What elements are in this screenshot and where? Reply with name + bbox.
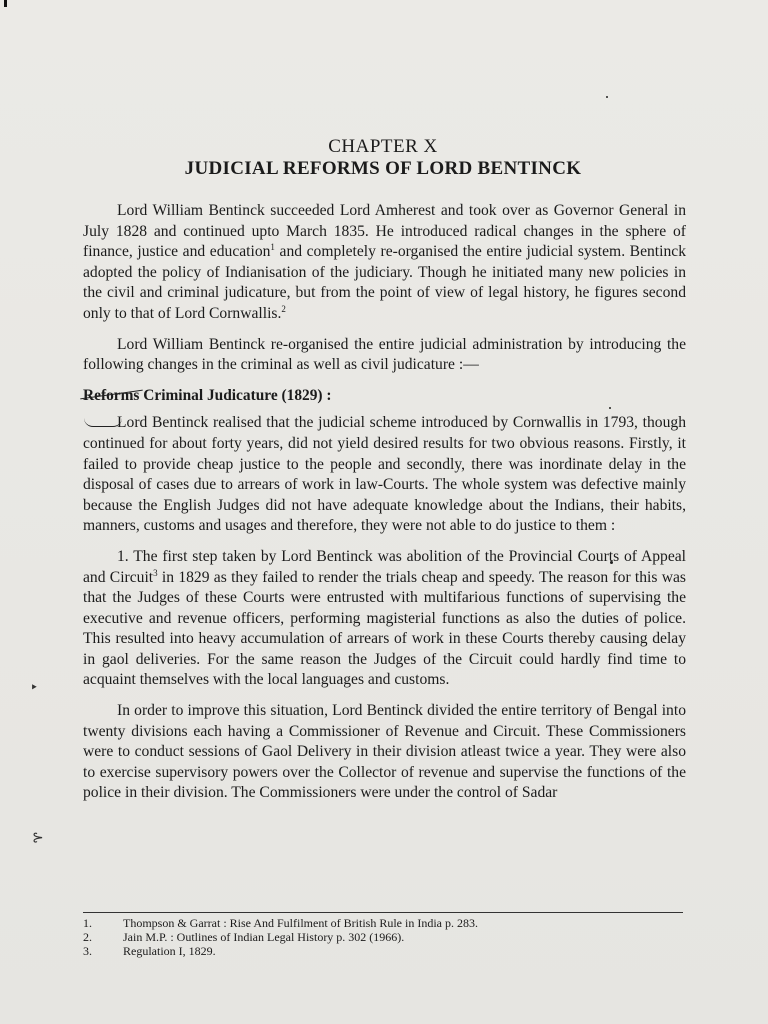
- paragraph-first-step: 1. The first step taken by Lord Bentinck was abolition of the Provincial Courts of Appeal and Circuit$^3$ in 1829 as they failed to render the trials cheap and speedy. The reason for this was that the Judges of these Courts were entrusted with multifarious functions of supervising the executive and revenue officers, performing magisterial functions as also the duties of police. This resulted into heavy accumulation of arrears of work in these Courts thereby causing delay in gaol deliveries. For the same reason the Judges of the Circuit could hardly find time to acquaint themselves with the local languages and customs.: [83, 547, 686, 689]
- footnote: 3. Regulation I, 1829.: [83, 944, 216, 958]
- footnote-ref: 1: [270, 242, 275, 252]
- footnote: 1. Thompson & Garrat : Rise And Fulfilment of British Rule in India p. 283.: [83, 916, 478, 930]
- chapter-number: CHAPTER X: [328, 136, 438, 157]
- handwritten-underline: [84, 418, 122, 427]
- footnote: 2. Jain M.P. : Outlines of Indian Legal History p. 302 (1966).: [83, 930, 405, 944]
- margin-mark: ‣: [30, 681, 39, 696]
- body-text: [83, 201, 686, 814]
- footnote-rule: [83, 912, 683, 913]
- footnotes: [83, 916, 686, 958]
- paragraph-overview: Lord William Bentinck re-organised the entire judicial administration by introducing the following changes in the criminal as well as civil judicature :—: [83, 335, 686, 374]
- paragraph-criminal: Lord Bentinck realised that the judicial scheme introduced by Cornwallis in 1793, though continued for about forty years, did not yield desired results for two obvious reasons. Firstly, it failed to provide cheap justice to the people and secondly, there was inordinate delay in the disposal of cases due to arrears of work in law-Courts. The whole system was defective mainly because the English Judges did not have adequate knowledge about the Indians, their habits, manners, customs and usages and therefore, they were not able to do justice to them :: [83, 414, 686, 535]
- scan-corner-mark: [4, 0, 7, 7]
- footnote-ref: 2: [281, 303, 286, 314]
- scan-speck: [606, 96, 608, 98]
- chapter-title: JUDICIAL REFORMS OF LORD BENTINCK: [184, 158, 582, 179]
- margin-mark: ⊱: [32, 831, 44, 846]
- footnote-ref: 3: [153, 567, 158, 578]
- section-heading-rest: Criminal Judicature (1829) :: [139, 386, 332, 404]
- paragraph-intro: Lord William Bentinck succeeded Lord Amherest and took over as Governor General in July 1828 and continued upto March 1835. He introduced radical changes in the sphere of finance, justice and education$^1$ and completely re-organised the entire judicial system. Bentinck adopted the policy of Indianisation of the judiciary. Though he initiated many new policies in the civil and criminal judicature, but from the point of view of legal history, he figures second only to that of Lord Cornwallis.$^2$: [83, 202, 686, 322]
- section-heading: [83, 386, 686, 407]
- paragraph-divisions: In order to improve this situation, Lord Bentinck divided the entire territory of Bengal into twenty divisions each having a Commissioner of Revenue and Circuit. These Commissioners were to conduct sessions of Gaol Delivery in their division atleast twice a year. They were also to exercise supervisory powers over the Collector of revenue and supervise the functions of the police in their division. The Commissioners were under the control of Sadar: [83, 702, 686, 802]
- struck-word: Reforms: [83, 386, 139, 407]
